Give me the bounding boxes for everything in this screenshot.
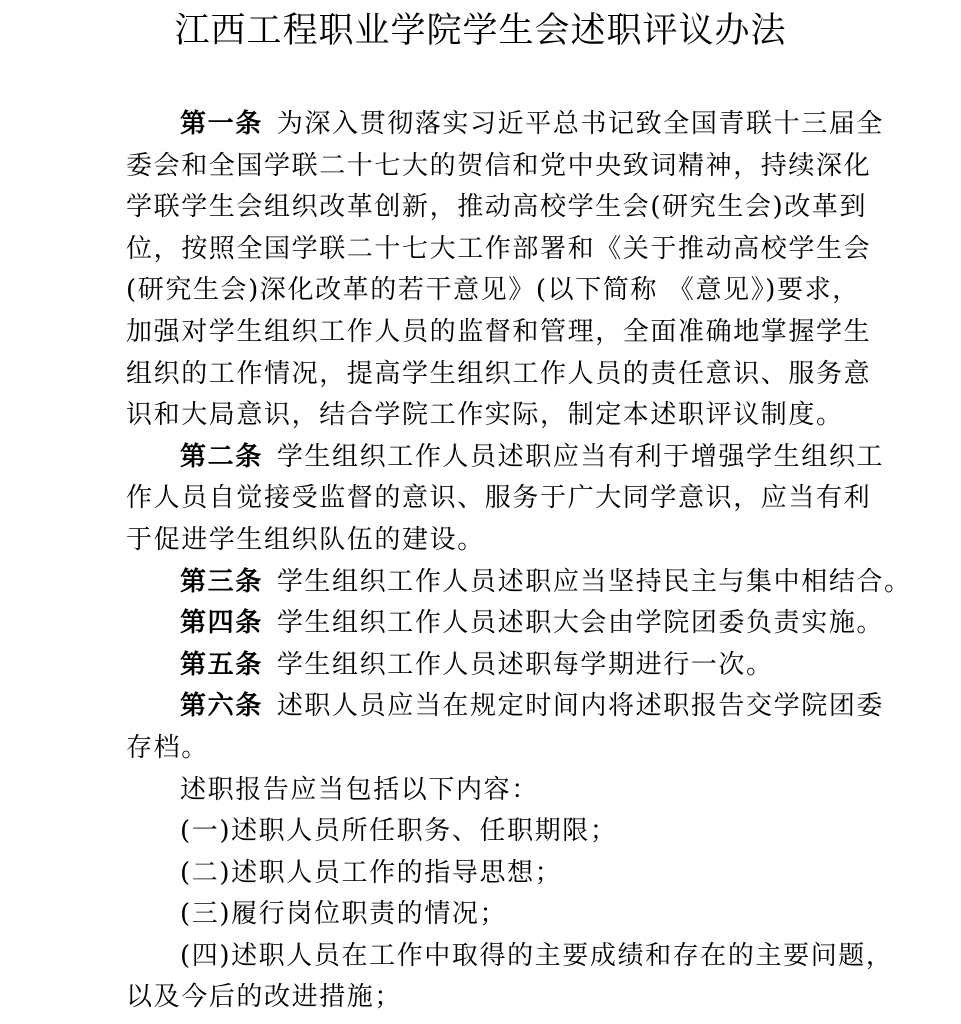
article-line [126, 354, 956, 396]
article-line [126, 603, 956, 645]
article-line [126, 229, 956, 271]
document-title: 江西工程职业学院学生会述职评议办法 [174, 11, 787, 51]
article-label: 第二条 [180, 441, 263, 472]
report-item: 以及今后的改进措施； [126, 982, 403, 1013]
article-line [126, 728, 956, 770]
article-label: 第五条 [180, 649, 263, 680]
article-line [126, 270, 956, 312]
article-label: 第六条 [180, 691, 263, 722]
article-text: 加强对学生组织工作人员的监督和管理，全面准确地掌握学生 [126, 316, 872, 347]
article-text: 述职人员应当在规定时间内将述职报告交学院团委 [276, 691, 885, 722]
document-body [126, 104, 956, 1019]
article-text: 学生组织工作人员述职大会由学院团委负责实施。 [276, 608, 885, 639]
article-text: 委会和全国学联二十七大的贺信和党中央致词精神，持续深化 [126, 150, 872, 181]
article-label: 第三条 [180, 566, 263, 597]
report-item: (二)述职人员工作的指导思想； [180, 857, 563, 888]
article-line [126, 395, 956, 437]
article-line [126, 645, 956, 687]
article-text: 存档。 [126, 732, 209, 763]
article-text: 于促进学生组织队伍的建设。 [126, 524, 485, 555]
article-text: 为深入贯彻落实习近平总书记致全国青联十三届全 [276, 109, 885, 139]
report-intro: 述职报告应当包括以下内容： [180, 774, 539, 805]
article-text: 作人员自觉接受监督的意识、服务于广大同学意识，应当有利 [126, 483, 872, 514]
article-text: 学生组织工作人员述职应当坚持民主与集中相结合。 [276, 566, 912, 597]
article-text: 位，按照全国学联二十七大工作部署和《关于推动高校学生会 [126, 233, 872, 264]
article-line [126, 562, 956, 604]
article-line [126, 520, 956, 562]
article-line [126, 478, 956, 520]
article-label: 第一条 [180, 109, 263, 139]
article-text: 组织的工作情况，提高学生组织工作人员的责任意识、服务意 [126, 358, 872, 389]
article-text: 学生组织工作人员述职每学期进行一次。 [276, 649, 774, 680]
article-text: 学生组织工作人员述职应当有利于增强学生组织工 [276, 441, 885, 472]
report-item: (三)履行岗位职责的情况； [180, 899, 508, 930]
article-line [126, 104, 956, 146]
report-item: (一)述职人员所任职务、任职期限； [180, 816, 618, 847]
article-text: 学联学生会组织改革创新，推动高校学生会(研究生会)改革到 [126, 192, 868, 223]
article-line [126, 187, 956, 229]
article-line [126, 437, 956, 479]
article-line [126, 686, 956, 728]
article-label: 第四条 [180, 608, 263, 639]
report-item: (四)述职人员在工作中取得的主要成绩和存在的主要问题， [180, 940, 894, 971]
article-text: (研究生会)深化改革的若干意见》(以下简称 《意见》)要求， [126, 275, 860, 306]
article-text: 识和大局意识，结合学院工作实际，制定本述职评议制度。 [126, 400, 844, 431]
article-line [126, 146, 956, 188]
article-line [126, 312, 956, 354]
